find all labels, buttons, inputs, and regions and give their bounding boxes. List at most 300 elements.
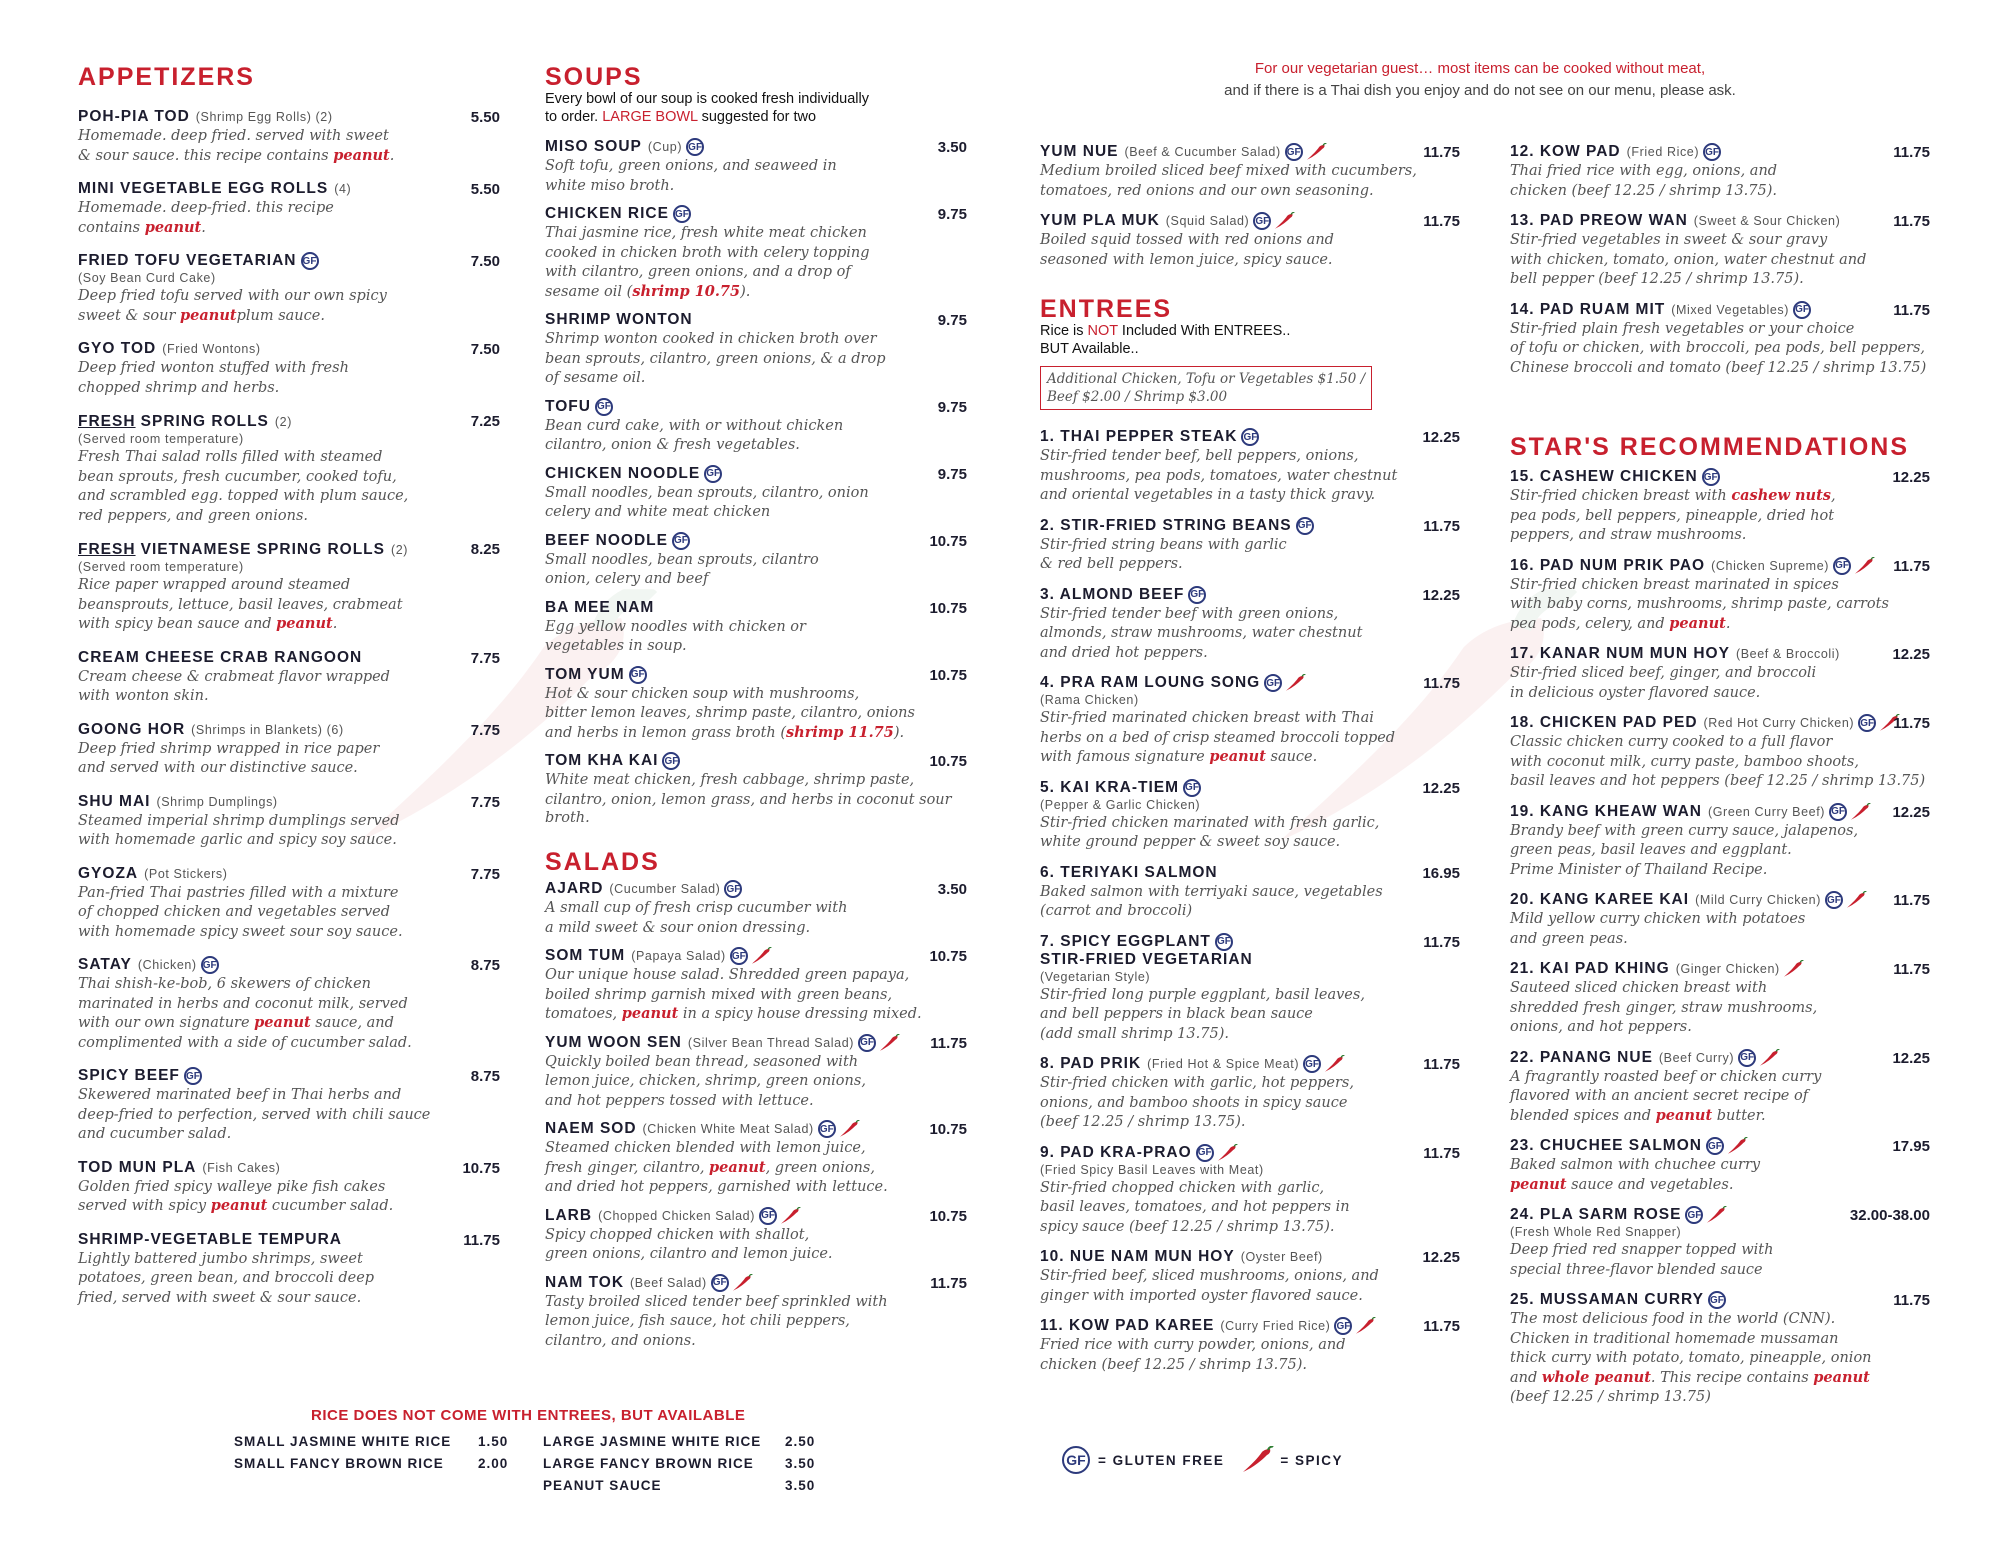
- chili-icon: [878, 1034, 900, 1052]
- item-name-row: [1040, 586, 1460, 604]
- menu-item: [1040, 1144, 1460, 1237]
- chili-icon: [1323, 1055, 1345, 1073]
- item-description: [78, 596, 500, 615]
- item-description-text: of tofu or chicken, with broccoli, pea pods, bell peppers,: [1510, 340, 1926, 356]
- chili-icon: [1849, 803, 1871, 821]
- menu-item: [1040, 779, 1460, 852]
- item-name: 21. KAI PAD KHING: [1510, 960, 1670, 977]
- item-price: 10.75: [929, 1121, 967, 1138]
- item-description-text: Lightly battered jumbo shrimps, sweet: [78, 1250, 363, 1267]
- item-description-text: ).: [740, 283, 751, 300]
- menu-item: [78, 180, 500, 237]
- stars-title: STAR'S RECOMMENDATIONS: [1510, 433, 1910, 461]
- item-description: [545, 771, 967, 790]
- item-name-row: [78, 956, 500, 974]
- gluten-free-icon: GF: [629, 666, 647, 684]
- item-description-text: and bell peppers in black bean sauce: [1040, 1006, 1313, 1022]
- chili-icon: [1240, 1446, 1274, 1474]
- item-name: GYOZA: [78, 864, 139, 882]
- rice-option-price: 1.50: [478, 1434, 509, 1449]
- item-description: [78, 668, 500, 687]
- item-description: [1040, 1218, 1460, 1237]
- item-subtitle: (Mild Curry Chicken): [1695, 893, 1821, 907]
- item-price: 7.25: [470, 413, 500, 430]
- item-description-text: cilantro, onion & fresh vegetables.: [545, 437, 800, 453]
- item-description-text: Stir-fried plain fresh vegetables or your choice: [1510, 320, 1855, 337]
- item-description-text: green onions, cilantro and lemon juice.: [545, 1246, 833, 1262]
- item-name: AJARD: [545, 880, 604, 897]
- item-description-text: chicken (beef 12.25 / shrimp 13.75).: [1040, 1356, 1307, 1373]
- item-description-text: (beef 12.25 / shrimp 13.75): [1510, 1389, 1711, 1405]
- item-description-text: onion, celery and beef: [545, 571, 709, 587]
- item-description: [1510, 1310, 1930, 1329]
- item-description: [1510, 1176, 1930, 1195]
- item-description-text: Rice paper wrapped around steamed: [78, 577, 351, 593]
- item-description: [1040, 729, 1460, 748]
- item-description: [78, 1125, 500, 1144]
- item-description: [78, 1086, 500, 1105]
- item-price: 9.75: [937, 206, 967, 223]
- item-description-text: Steamed chicken blended with lemon juice,: [545, 1140, 866, 1156]
- item-subtitle: (Shrimps in Blankets) (6): [191, 722, 344, 737]
- item-description: [78, 1014, 500, 1033]
- item-description-text: Medium broiled sliced beef mixed with cucumbers,: [1040, 163, 1417, 179]
- item-description: [78, 740, 500, 759]
- item-description: [545, 1226, 967, 1245]
- item-description-text: Chinese broccoli and tomato (beef 12.25 / shrimp 13.75): [1510, 359, 1927, 376]
- chili-icon: [731, 1274, 753, 1292]
- gluten-free-icon: GF: [704, 465, 722, 483]
- item-description: [78, 759, 500, 778]
- gluten-free-icon: GF: [1196, 1144, 1214, 1162]
- item-description-text: .: [332, 616, 338, 632]
- item-description: [545, 330, 967, 349]
- item-description: [545, 1159, 967, 1178]
- item-description: [545, 417, 967, 436]
- item-name-row: [1510, 960, 1930, 978]
- item-description-text: cooked in chicken broth with celery topping: [545, 244, 870, 261]
- item-description: [545, 919, 967, 938]
- item-description: [1510, 1261, 1930, 1280]
- item-price: 5.50: [470, 109, 500, 126]
- gluten-free-icon: GF: [1825, 891, 1843, 909]
- item-name-row: [545, 880, 967, 898]
- highlight-text: peanut: [621, 1005, 679, 1022]
- item-description-text: Small noodles, bean sprouts, cilantro: [545, 551, 819, 568]
- item-price: 11.75: [1423, 213, 1460, 230]
- item-name-row: [78, 540, 500, 559]
- item-name-row: [78, 1067, 500, 1085]
- item-price: 9.75: [937, 398, 967, 416]
- item-description: [1510, 526, 1930, 545]
- gluten-free-icon: GF: [1702, 468, 1720, 486]
- menu-item: [78, 649, 500, 706]
- item-description-text: white ground pepper & sweet soy sauce.: [1040, 834, 1341, 850]
- item-name-row: [1040, 212, 1460, 230]
- item-description-text: Mild yellow curry chicken with potatoes: [1510, 911, 1806, 927]
- item-description-text: (add small shrimp 13.75).: [1040, 1025, 1229, 1042]
- item-price: 10.75: [929, 532, 967, 550]
- item-description: [1510, 979, 1930, 998]
- item-description: [545, 1245, 967, 1264]
- item-name: 5. KAI KRA-TIEM: [1040, 778, 1179, 796]
- chili-icon: [750, 947, 772, 965]
- item-description: [545, 685, 967, 704]
- item-description-text: and: [1510, 1369, 1542, 1386]
- item-price: 17.95: [1892, 1138, 1930, 1155]
- item-subtitle: (Beef Salad): [630, 1275, 707, 1290]
- item-name-row: [1510, 212, 1930, 230]
- menu-item: [1040, 212, 1460, 269]
- item-subtitle: (Mixed Vegetables): [1671, 302, 1790, 317]
- gluten-free-icon: GF: [672, 532, 690, 550]
- item-name: 1. THAI PEPPER STEAK: [1040, 428, 1238, 445]
- item-description-text: thick curry with potato, tomato, pineapple, onion: [1510, 1350, 1872, 1366]
- legend: [1058, 1446, 1343, 1474]
- item-description: [1040, 162, 1460, 181]
- item-description: [1040, 902, 1460, 921]
- rice-option-label: SMALL FANCY BROWN RICE: [234, 1456, 444, 1471]
- item-name-row: [545, 599, 967, 617]
- gluten-free-icon: GF: [201, 956, 219, 974]
- gluten-free-icon: GF: [1738, 1049, 1756, 1067]
- item-description: [78, 884, 500, 903]
- item-subtitle: (Curry Fried Rice): [1220, 1319, 1331, 1333]
- item-price: 32.00-38.00: [1849, 1207, 1930, 1224]
- item-description-text: bell pepper (beef 12.25 / shrimp 13.75).: [1510, 271, 1804, 287]
- item-description-text: plum sauce.: [236, 307, 325, 324]
- item-subtitle: (Beef & Broccoli): [1735, 647, 1840, 661]
- item-name-row: [1040, 1055, 1460, 1073]
- item-description: [545, 369, 967, 388]
- item-name: 2. STIR-FRIED STRING BEANS: [1040, 516, 1292, 534]
- item-description-text: Boiled squid tossed with red onions and: [1040, 232, 1334, 248]
- item-subtitle: (Beef Curry): [1658, 1050, 1735, 1065]
- item-price: 11.75: [1893, 213, 1930, 230]
- item-description-text: sweet & sour: [78, 307, 181, 324]
- item-name: BEEF NOODLE: [545, 531, 668, 549]
- item-description-text: flavored with an ancient secret recipe of: [1510, 1088, 1809, 1104]
- item-description-text: Brandy beef with green curry sauce, jalapenos,: [1510, 822, 1859, 839]
- item-description: [1040, 467, 1460, 486]
- item-description: [78, 379, 500, 398]
- item-name: 25. MUSSAMAN CURRY: [1510, 1291, 1704, 1308]
- item-subtitle: (Papaya Salad): [631, 949, 726, 963]
- item-description: [78, 1269, 500, 1288]
- item-description-text: Homemade. deep-fried. this recipe: [78, 200, 334, 216]
- item-description-text: The most delicious food in the world (CNN).: [1510, 1311, 1836, 1327]
- item-description: [545, 1139, 967, 1158]
- item-name: TOD MUN PLA: [78, 1158, 197, 1176]
- menu-item: [78, 540, 500, 634]
- entrees-title: ENTREES: [1040, 295, 1173, 323]
- item-name-row: [545, 1274, 967, 1292]
- entrees-note-b: Included With ENTREES..: [1117, 323, 1291, 339]
- additional-meat-line2: Beef $2.00 / Shrimp $3.00: [1047, 389, 1228, 405]
- item-description: [1510, 595, 1930, 614]
- rice-option-label: LARGE FANCY BROWN RICE: [543, 1456, 754, 1471]
- rice-note: RICE DOES NOT COME WITH ENTREES, BUT AVAILABLE: [311, 1407, 746, 1424]
- gluten-free-icon: GF: [301, 252, 319, 270]
- item-description: [545, 1005, 967, 1024]
- item-description-text: Tasty broiled sliced tender beef sprinkled with: [545, 1293, 888, 1310]
- item-name: NAM TOK: [545, 1273, 625, 1291]
- item-description: [1510, 930, 1930, 949]
- item-name: 11. KOW PAD KAREE: [1040, 1317, 1215, 1334]
- item-description: [78, 507, 500, 526]
- item-description: [1510, 359, 1930, 378]
- item-description-text: onions, and hot peppers.: [1510, 1019, 1692, 1035]
- item-price: 11.75: [1423, 675, 1460, 692]
- item-description-text: Our unique house salad. Shredded green papaya,: [545, 967, 910, 983]
- gluten-free-icon: GF: [711, 1274, 729, 1292]
- item-description: [78, 468, 500, 487]
- item-description: [1510, 320, 1930, 339]
- item-description: [1040, 1025, 1460, 1044]
- item-description-text: Stir-fried tender beef with green onions,: [1040, 605, 1339, 622]
- item-description-text: cilantro, onion, lemon grass, and herbs in coconut sour broth.: [545, 791, 952, 826]
- item-name: 12. KOW PAD: [1510, 143, 1621, 160]
- item-price: 11.75: [1423, 933, 1460, 951]
- soups-note-line2b: suggested for two: [697, 109, 817, 125]
- item-name: 17. KANAR NUM MUN HOY: [1510, 645, 1730, 662]
- item-description-text: bean sprouts, cilantro, green onions, & a drop: [545, 350, 886, 367]
- item-description-text: and served with our distinctive sauce.: [78, 760, 358, 776]
- item-description-text: Stir-fried chicken breast with: [1510, 488, 1732, 504]
- item-price: 16.95: [1422, 864, 1460, 882]
- menu-item: [78, 1159, 500, 1216]
- item-description: [1040, 748, 1460, 767]
- item-description-text: with cilantro, green onions, and a drop of: [545, 264, 851, 280]
- item-description-text: Egg yellow noodles with chicken or: [545, 618, 806, 635]
- item-description-text: fresh ginger, cilantro,: [545, 1159, 710, 1176]
- item-description-text: cilantro, and onions.: [545, 1332, 696, 1349]
- menu-item: [545, 532, 967, 589]
- item-price: 8.75: [470, 957, 500, 974]
- item-description-text: Stir-fried marinated chicken breast with Thai: [1040, 710, 1374, 726]
- item-description: [78, 359, 500, 378]
- item-description-text: with baby corns, mushrooms, shrimp paste, carrots: [1510, 596, 1889, 612]
- highlight-text: peanut: [144, 218, 202, 236]
- item-description: [1510, 664, 1930, 683]
- item-name: SATAY: [78, 956, 132, 973]
- item-description: [78, 903, 500, 922]
- item-description-text: Soft tofu, green onions, and seaweed in: [545, 158, 837, 174]
- item-description-text: Skewered marinated beef in Thai herbs and: [78, 1087, 402, 1103]
- item-name-row: [1040, 933, 1460, 951]
- item-description-text: Classic chicken curry cooked to a full flavor: [1510, 734, 1833, 750]
- item-name: SHRIMP WONTON: [545, 311, 693, 328]
- item-description: [545, 570, 967, 589]
- highlight-text: shrimp 11.75: [786, 723, 894, 741]
- item-description-text: of sesame oil.: [545, 370, 646, 386]
- menu-item: [1510, 891, 1930, 948]
- item-price: 11.75: [930, 1274, 967, 1292]
- item-description: [1040, 1287, 1460, 1306]
- item-description-text: tomatoes,: [545, 1006, 622, 1022]
- menu-item: [1510, 1137, 1930, 1194]
- item-description-text: with our own signature: [78, 1015, 255, 1031]
- item-description-text: (beef 12.25 / shrimp 13.75).: [1040, 1114, 1246, 1130]
- item-description: [1040, 605, 1460, 624]
- item-description-text: vegetables in soup.: [545, 638, 687, 654]
- item-description: [1510, 487, 1930, 506]
- item-name-row: [78, 412, 500, 431]
- gluten-free-icon: GF: [818, 1120, 836, 1138]
- item-description: [545, 966, 967, 985]
- item-description: [1040, 1074, 1460, 1093]
- item-description: [1040, 1179, 1460, 1198]
- entrees-note-line2: BUT Available..: [1040, 341, 1139, 357]
- item-description-text: Sauteed sliced chicken breast with: [1510, 980, 1768, 996]
- item-name-row: [1510, 714, 1930, 732]
- chili-icon: [1758, 1049, 1780, 1067]
- item-subtitle: (2): [390, 542, 409, 557]
- item-description: [1510, 999, 1930, 1018]
- item-price: 8.75: [470, 1068, 500, 1085]
- item-price: 12.25: [1422, 429, 1460, 446]
- menu-item: [1510, 803, 1930, 880]
- item-description-text: peppers, and straw mushrooms.: [1510, 527, 1747, 543]
- menu-item: [1040, 1317, 1460, 1374]
- item-description-text: Prime Minister of Thailand Recipe.: [1510, 861, 1768, 878]
- gluten-free-icon: GF: [673, 205, 691, 223]
- item-description: [1040, 486, 1460, 505]
- item-name-row: [545, 465, 967, 483]
- item-subtitle: (Fried Wontons): [162, 342, 261, 356]
- item-description: [78, 1034, 500, 1053]
- item-description-text: Deep fried shrimp wrapped in rice paper: [78, 740, 380, 757]
- item-name-row: [78, 340, 500, 358]
- menu-item: [545, 398, 967, 455]
- item-price: 10.75: [929, 1207, 967, 1225]
- item-name-row: [1510, 143, 1930, 161]
- item-subtitle: (Cucumber Salad): [609, 882, 721, 896]
- item-name-row: [1040, 1248, 1460, 1266]
- item-description-text: with homemade garlic and spicy soy sauce.: [78, 832, 397, 848]
- item-subtitle: (Fried Hot & Spice Meat): [1147, 1057, 1300, 1071]
- item-price: 12.25: [1892, 646, 1930, 663]
- vegetarian-note-line1: most items can be cooked without meat,: [1433, 60, 1706, 77]
- salads-title: SALADS: [545, 848, 660, 876]
- gluten-free-icon: GF: [1858, 714, 1876, 732]
- item-subtitle: (Vegetarian Style): [1040, 969, 1151, 984]
- item-description: [1040, 883, 1460, 902]
- item-description: [78, 923, 500, 942]
- item-description: [1040, 814, 1460, 833]
- item-description: [1510, 1107, 1930, 1126]
- item-name-line2: STIR-FRIED VEGETARIAN: [1040, 950, 1253, 968]
- item-subtitle: (4): [334, 182, 352, 196]
- item-description-text: seasoned with lemon juice, spicy sauce.: [1040, 251, 1333, 268]
- item-description-text: tomatoes, red onions and our own seasoning.: [1040, 182, 1374, 199]
- item-name-row: [78, 865, 500, 883]
- item-name-row: [545, 311, 967, 329]
- item-description-text: Stir-fried chopped chicken with garlic,: [1040, 1179, 1325, 1196]
- item-description-text: .: [1725, 615, 1731, 632]
- item-description: [78, 147, 500, 166]
- gluten-free-icon: GF: [1241, 428, 1259, 446]
- item-description-text: (carrot and broccoli): [1040, 903, 1193, 919]
- item-name: CHICKEN RICE: [545, 205, 669, 222]
- item-price: 10.75: [929, 599, 967, 617]
- item-description-text: white miso broth.: [545, 177, 675, 194]
- item-description: [545, 263, 967, 282]
- gluten-free-label: = GLUTEN FREE: [1098, 1452, 1225, 1468]
- item-name-row: [78, 108, 500, 126]
- item-description-text: Thai fried rice with egg, onions, and: [1510, 163, 1778, 179]
- item-description-text: Stir-fried string beans with garlic: [1040, 536, 1287, 553]
- chili-icon: [1284, 674, 1306, 692]
- item-description: [545, 484, 967, 503]
- item-description: [1040, 1267, 1460, 1286]
- item-description-text: special three-flavor blended sauce: [1510, 1261, 1763, 1278]
- item-description-text: with coconut milk, curry paste, bamboo shoots,: [1510, 753, 1859, 770]
- item-description: [1510, 733, 1930, 752]
- rice-option-price: 3.50: [785, 1456, 816, 1471]
- menu-item: [545, 1207, 967, 1264]
- item-description-text: spicy sauce (beef 12.25 / shrimp 13.75).: [1040, 1218, 1335, 1235]
- highlight-text: peanut: [210, 1197, 268, 1214]
- item-description-text: Pan-fried Thai pastries filled with a mixture: [78, 884, 399, 901]
- menu-item: [545, 465, 967, 522]
- item-name-row: [545, 1207, 967, 1225]
- item-description-text: marinated in herbs and coconut milk, served: [78, 995, 408, 1012]
- item-name-row: [1040, 428, 1460, 446]
- menu-item: [1040, 933, 1460, 1044]
- item-description-text: Deep fried wonton stuffed with fresh: [78, 360, 349, 376]
- item-description-text: Baked salmon with terriyaki sauce, vegetables: [1040, 883, 1383, 900]
- item-description: [1040, 447, 1460, 466]
- item-description-text: pea pods, celery, and: [1510, 615, 1670, 632]
- item-price: 7.75: [470, 649, 500, 667]
- item-description-text: Shrimp wonton cooked in chicken broth over: [545, 331, 877, 347]
- item-name: FRIED TOFU VEGETARIAN: [78, 252, 297, 269]
- item-subtitle: (Chicken): [137, 958, 197, 972]
- gluten-free-icon: GF: [759, 1207, 777, 1225]
- soups-title: SOUPS: [545, 63, 643, 91]
- menu-item: [78, 793, 500, 850]
- item-name: MISO SOUP: [545, 138, 642, 155]
- item-description-text: almonds, straw mushrooms, water chestnut: [1040, 625, 1363, 641]
- menu-item: [545, 1120, 967, 1197]
- item-description: [545, 724, 967, 743]
- item-description-text: ginger with imported oyster flavored sauce.: [1040, 1287, 1363, 1304]
- menu-item: [1040, 1248, 1460, 1305]
- item-description-text: green peas, basil leaves and eggplant.: [1510, 842, 1792, 858]
- item-name-row: [1040, 864, 1460, 882]
- item-description: [545, 899, 967, 918]
- item-name: LARB: [545, 1206, 593, 1224]
- item-subtitle: (Chicken Supreme): [1711, 558, 1830, 573]
- item-description: [1040, 251, 1460, 270]
- item-price: 11.75: [1893, 144, 1930, 161]
- item-description: [545, 503, 967, 522]
- item-price: 11.75: [1423, 1144, 1460, 1162]
- gluten-free-icon: GF: [1685, 1206, 1703, 1224]
- item-description: [78, 831, 500, 850]
- item-name: SOM TUM: [545, 947, 626, 964]
- item-price: 12.25: [1892, 1049, 1930, 1067]
- item-description: [1040, 644, 1460, 663]
- item-price: 11.75: [1893, 301, 1930, 319]
- menu-item: [1510, 1206, 1930, 1279]
- menu-item: [1040, 864, 1460, 921]
- chili-icon: [1705, 1206, 1727, 1224]
- item-subtitle: (Soy Bean Curd Cake): [78, 271, 216, 285]
- item-name: 13. PAD PREOW WAN: [1510, 212, 1688, 229]
- menu-item: [78, 721, 500, 778]
